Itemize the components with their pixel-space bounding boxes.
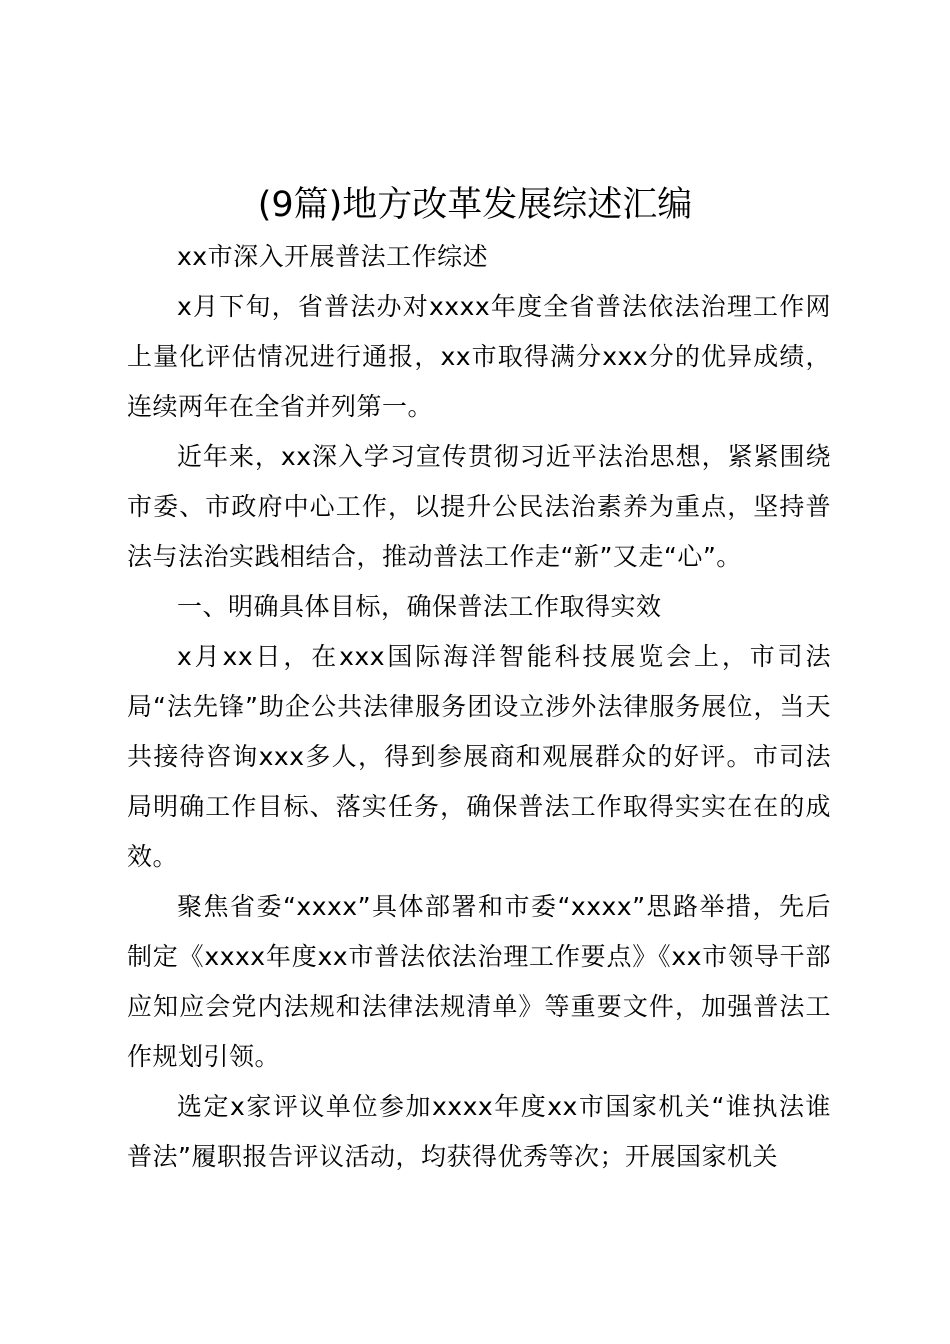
section-heading: 一、明确具体目标，确保普法工作取得实效 bbox=[177, 592, 662, 621]
paragraph: 聚焦省委“xxxx”具体部署和市委“xxxx”思路举措，先后制定《xxxx年度xx市普法依法治理工作要点》《xx市领导干部应知应会党内法规和法律法规清单》等重要文件，加强普法工作规划引领。 bbox=[127, 892, 831, 1071]
paragraph: 近年来，xx深入学习宣传贯彻习近平法治思想，紧紧围绕市委、市政府中心工作，以提升公民法治素养为重点，坚持普法与法治实践相结合，推动普法工作走“新”又走“心”。 bbox=[127, 442, 831, 571]
paragraph: 选定x家评议单位参加xxxx年度xx市国家机关“谁执法谁普法”履职报告评议活动，均获得优秀等次；开展国家机关 bbox=[127, 1092, 831, 1171]
paragraph: x月xx日，在xxx国际海洋智能科技展览会上，市司法局“法先锋”助企公共法律服务团设立涉外法律服务展位，当天共接待咨询xxx多人，得到参展商和观展群众的好评。市司法局明确工作目标、落实任务，确保普法工作取得实实在在的成效。 bbox=[127, 642, 831, 871]
document-title: (9篇)地方改革发展综述汇编 bbox=[257, 185, 693, 225]
paragraph-subtitle: xx市深入开展普法工作综述 bbox=[177, 242, 489, 271]
paragraph: x月下旬，省普法办对xxxx年度全省普法依法治理工作网上量化评估情况进行通报，xx市取得满分xxx分的优异成绩，连续两年在全省并列第一。 bbox=[127, 292, 831, 421]
document-body bbox=[127, 232, 831, 1182]
